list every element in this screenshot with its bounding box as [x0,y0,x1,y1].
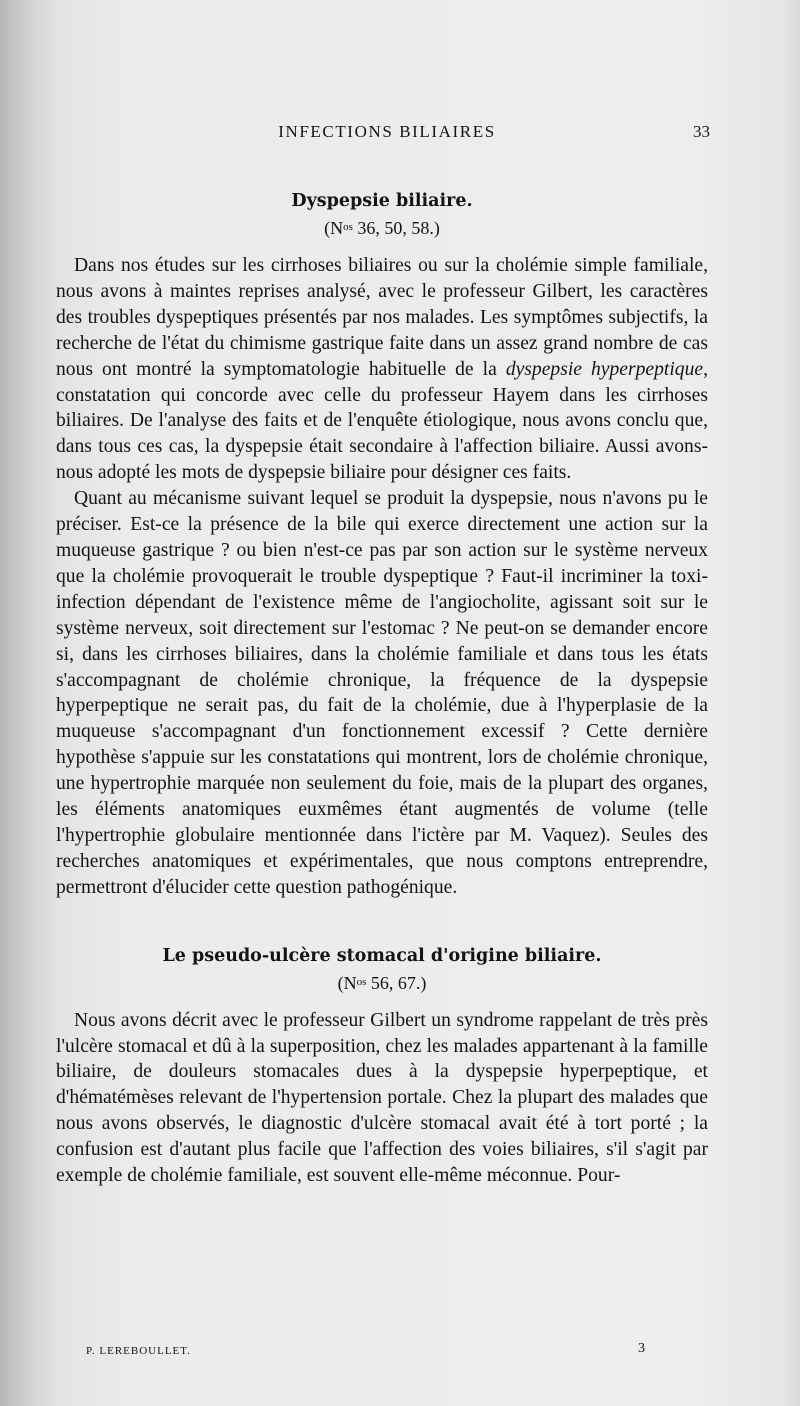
paragraph-text: Dans nos études sur les cirrhoses biliaires ou sur la cholémie simple familiale, nous avons à maintes reprises analysé, avec le professeur Gilbert, les caractères des troubles dyspeptiques présentés par nos malades. Les symptômes subjectifs, la recherche de l'état du chimisme gastrique faite dans un assez grand nombre de cas nous ont montré la symptomatologie habituelle de la [56,255,708,380]
running-head [64,122,710,148]
page-number: 33 [693,122,710,141]
section-title-pseudo-ulcere: Le pseudo-ulcère stomacal d'origine biliaire. [162,945,602,966]
reference-numbers: 36, 50, 58.) [352,218,440,238]
italic-term: dyspepsie hyperpeptique [505,358,704,380]
signature-mark: 3 [638,1341,646,1356]
reference-prefix: (N [324,218,344,238]
section-title-dyspepsie-biliaire: Dyspepsie biliaire. [291,191,473,211]
reference-superscript: os [356,975,367,988]
running-title: INFECTIONS BILIAIRES [278,122,496,141]
reference-prefix: (N [337,972,357,993]
page-footer [86,1341,646,1367]
reference-superscript: os [343,221,353,233]
section-reference [56,214,708,241]
paragraph-dyspepsie-1 [56,253,708,486]
body-text [56,188,708,1189]
reference-numbers: 56, 67.) [366,972,427,993]
paragraph-dyspepsie-2: Quant au mécanisme suivant lequel se produit la dyspepsie, nous n'avons pu le préciser. Est-ce la présence de la bile qui exerce directement une action sur la muqueuse gastrique ? ou bien n'est-ce pas par son action sur le système nerveux que la cholémie provoquerait le trouble dyspeptique ? Faut-il incriminer la toxi-infection dépendant de l'existence même de l'angiocholite, agissant soit sur le système nerveux, soit directement sur l'estomac ? Ne peut-on se demander encore si, dans les cirrhoses biliaires, dans la cholémie familiale et dans tous les états s'accompagnant de cholémie chronique, la fréquence de la dyspepsie hyperpeptique ne serait pas, du fait de la cholémie, due à l'hyperplasie de la muqueuse s'accompagnant d'un fonctionnement excessif ? Cette dernière hypothèse s'appuie sur les constatations qui montrent, lors de cholémie chronique, une hypertrophie marquée non seulement du foie, mais de la plupart des organes, les éléments anatomiques euxmêmes étant augmentés de volume (telle l'hypertrophie globulaire mentionnée dans l'ictère par M. Vaquez). Seules des recherches anatomiques et expérimentales, que nous comptons entreprendre, permettront d'élucider cette question pathogénique. [56,488,708,898]
paragraph-text: , constatation qui concorde avec celle du professeur Hayem dans les cirrhoses biliaires. De l'analyse des faits et de l'enquête étiologique, nous avons conclu que, dans tous ces cas, la dyspepsie était secondaire à l'affection biliaire. Aussi avons-nous adopté les mots de dyspepsie biliaire pour désigner ces faits. [56,358,708,484]
section-reference [56,969,708,996]
paragraph-pseudo-ulcere-1: Nous avons décrit avec le professeur Gilbert un syndrome rappelant de très près l'ulcère stomacal et dû à la superposition, chez les malades appartenant à la famille biliaire, de douleurs stomacales dues à la dyspepsie hyperpeptique, et d'hématémèses relevant de l'hypertension portale. Chez la plupart des malades que nous avons observés, le diagnostic d'ulcère stomacal avait été à tort porté ; la confusion est d'autant plus facile que l'affection des voies biliaires, s'il s'agit par exemple de cholémie familiale, est souvent elle-même méconnue. Pour- [56,1009,708,1187]
footer-author: P. LEREBOULLET. [86,1345,191,1357]
